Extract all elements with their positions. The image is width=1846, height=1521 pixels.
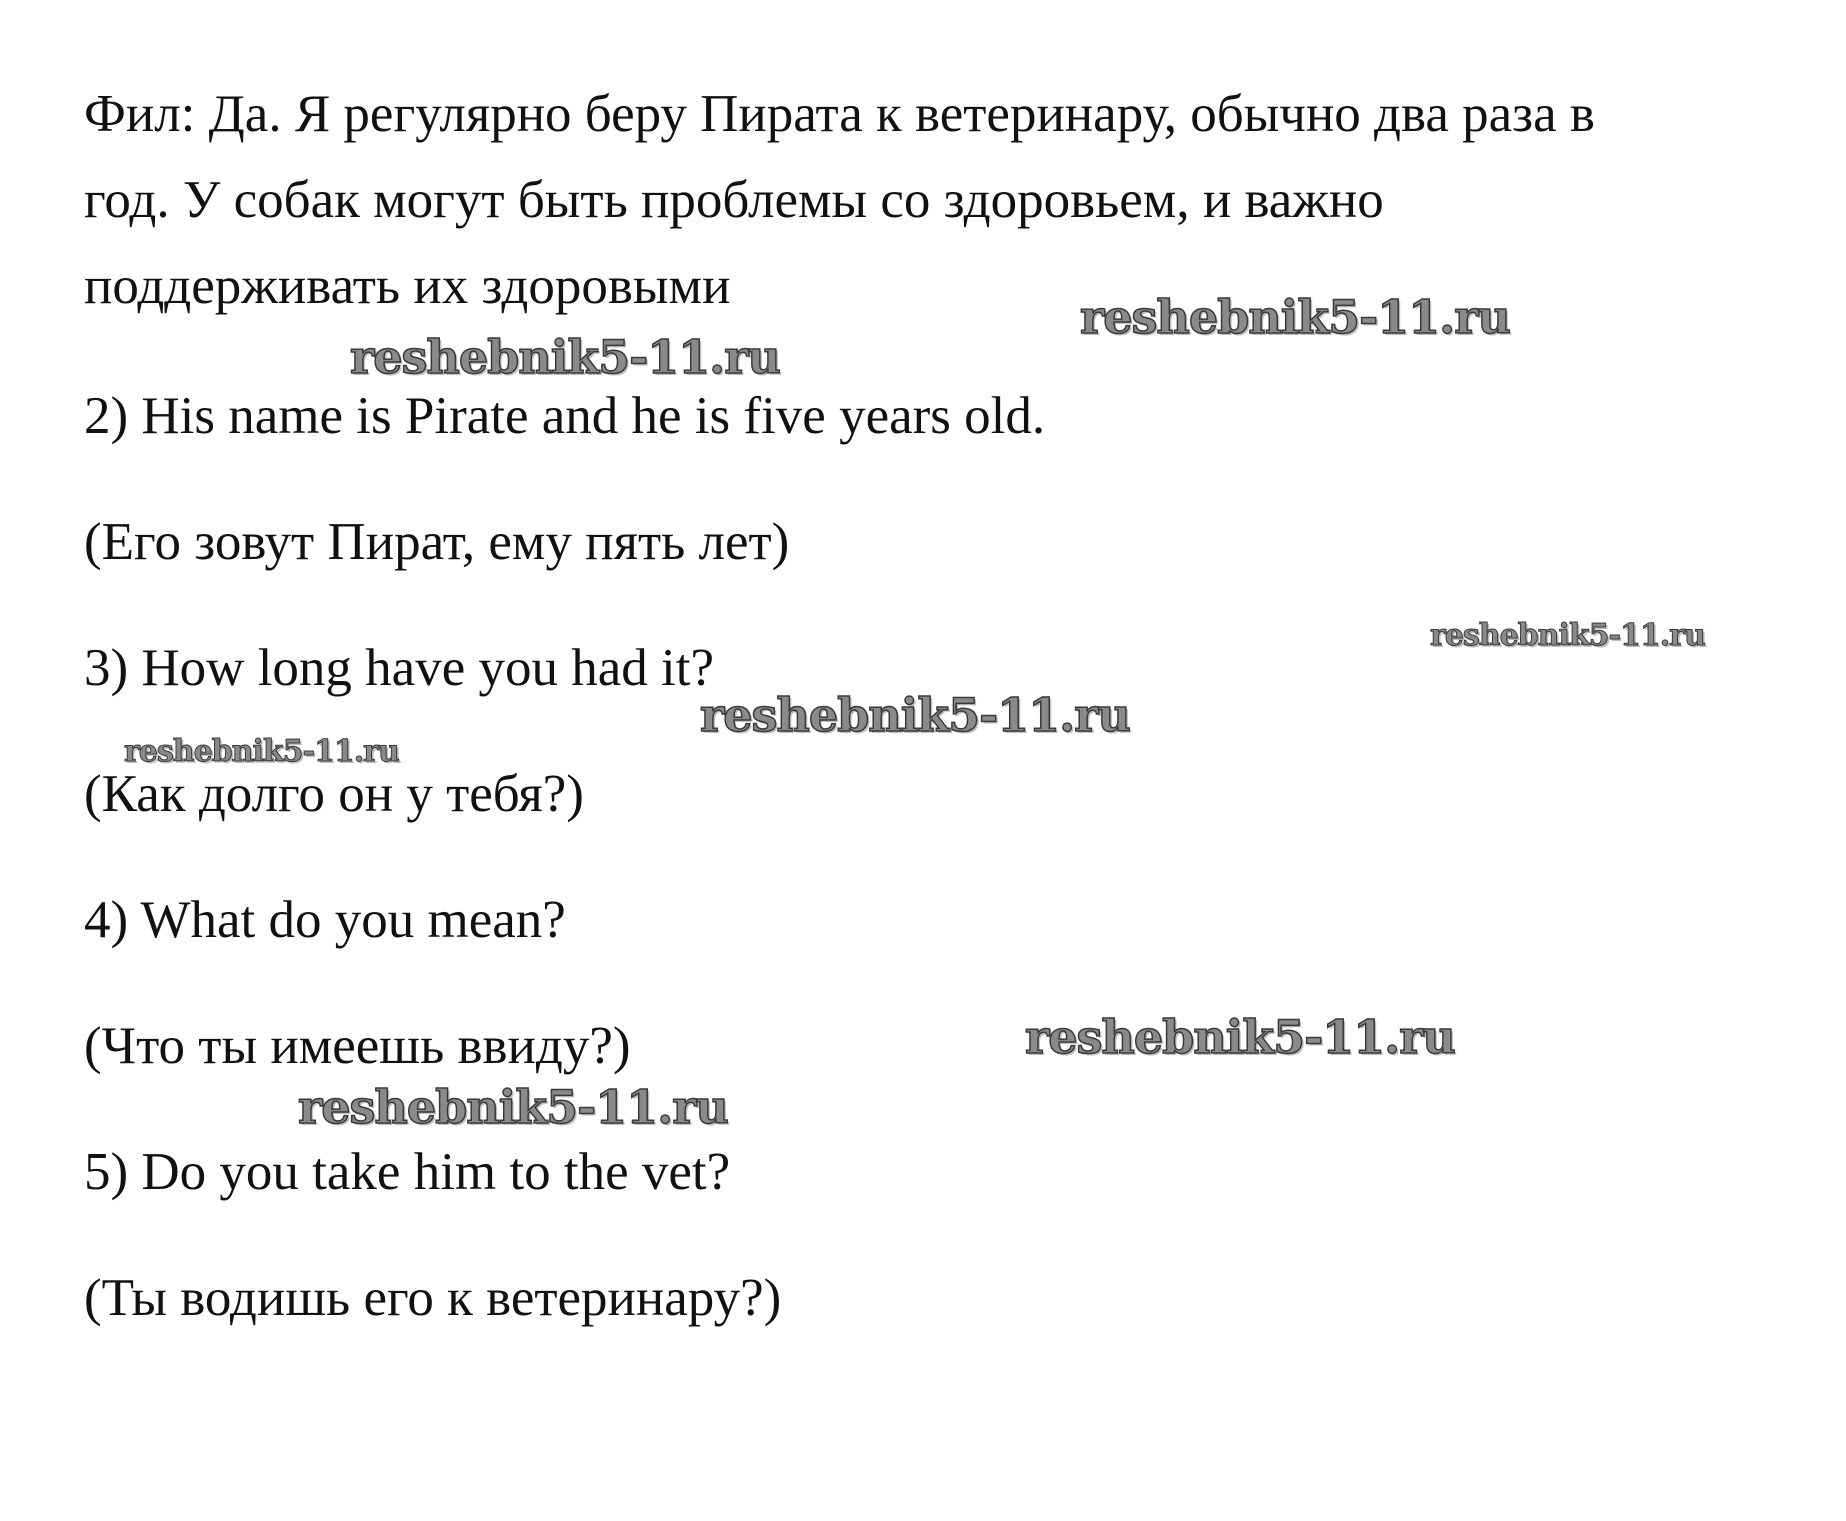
watermark-6: reshebnik5-11.ru [1025, 1010, 1455, 1064]
watermark-4: reshebnik5-11.ru [700, 688, 1130, 742]
watermark-3: reshebnik5-11.ru [1430, 618, 1705, 653]
paragraph-line-3: поддерживать их здоровыми [84, 257, 731, 315]
question-5: 5) Do you take him to the vet? [84, 1143, 731, 1201]
paragraph-line-1: Фил: Да. Я регулярно беру Пирата к ветеринару, обычно два раза в [84, 85, 1595, 143]
watermark-5: reshebnik5-11.ru [124, 734, 399, 769]
paragraph-line-2: год. У собак могут быть проблемы со здоровьем, и важно [84, 171, 1384, 229]
watermark-1: reshebnik5-11.ru [1080, 290, 1510, 344]
translation-2: (Его зовут Пират, ему пять лет) [84, 513, 790, 571]
translation-3: (Как долго он у тебя?) [84, 765, 584, 823]
translation-5: (Ты водишь его к ветеринару?) [84, 1269, 782, 1327]
question-2: 2) His name is Pirate and he is five years old. [84, 387, 1046, 445]
watermark-7: reshebnik5-11.ru [298, 1080, 728, 1134]
question-3: 3) How long have you had it? [84, 639, 714, 697]
question-4: 4) What do you mean? [84, 891, 566, 949]
translation-4: (Что ты имеешь ввиду?) [84, 1017, 631, 1075]
watermark-2: reshebnik5-11.ru [350, 330, 780, 384]
